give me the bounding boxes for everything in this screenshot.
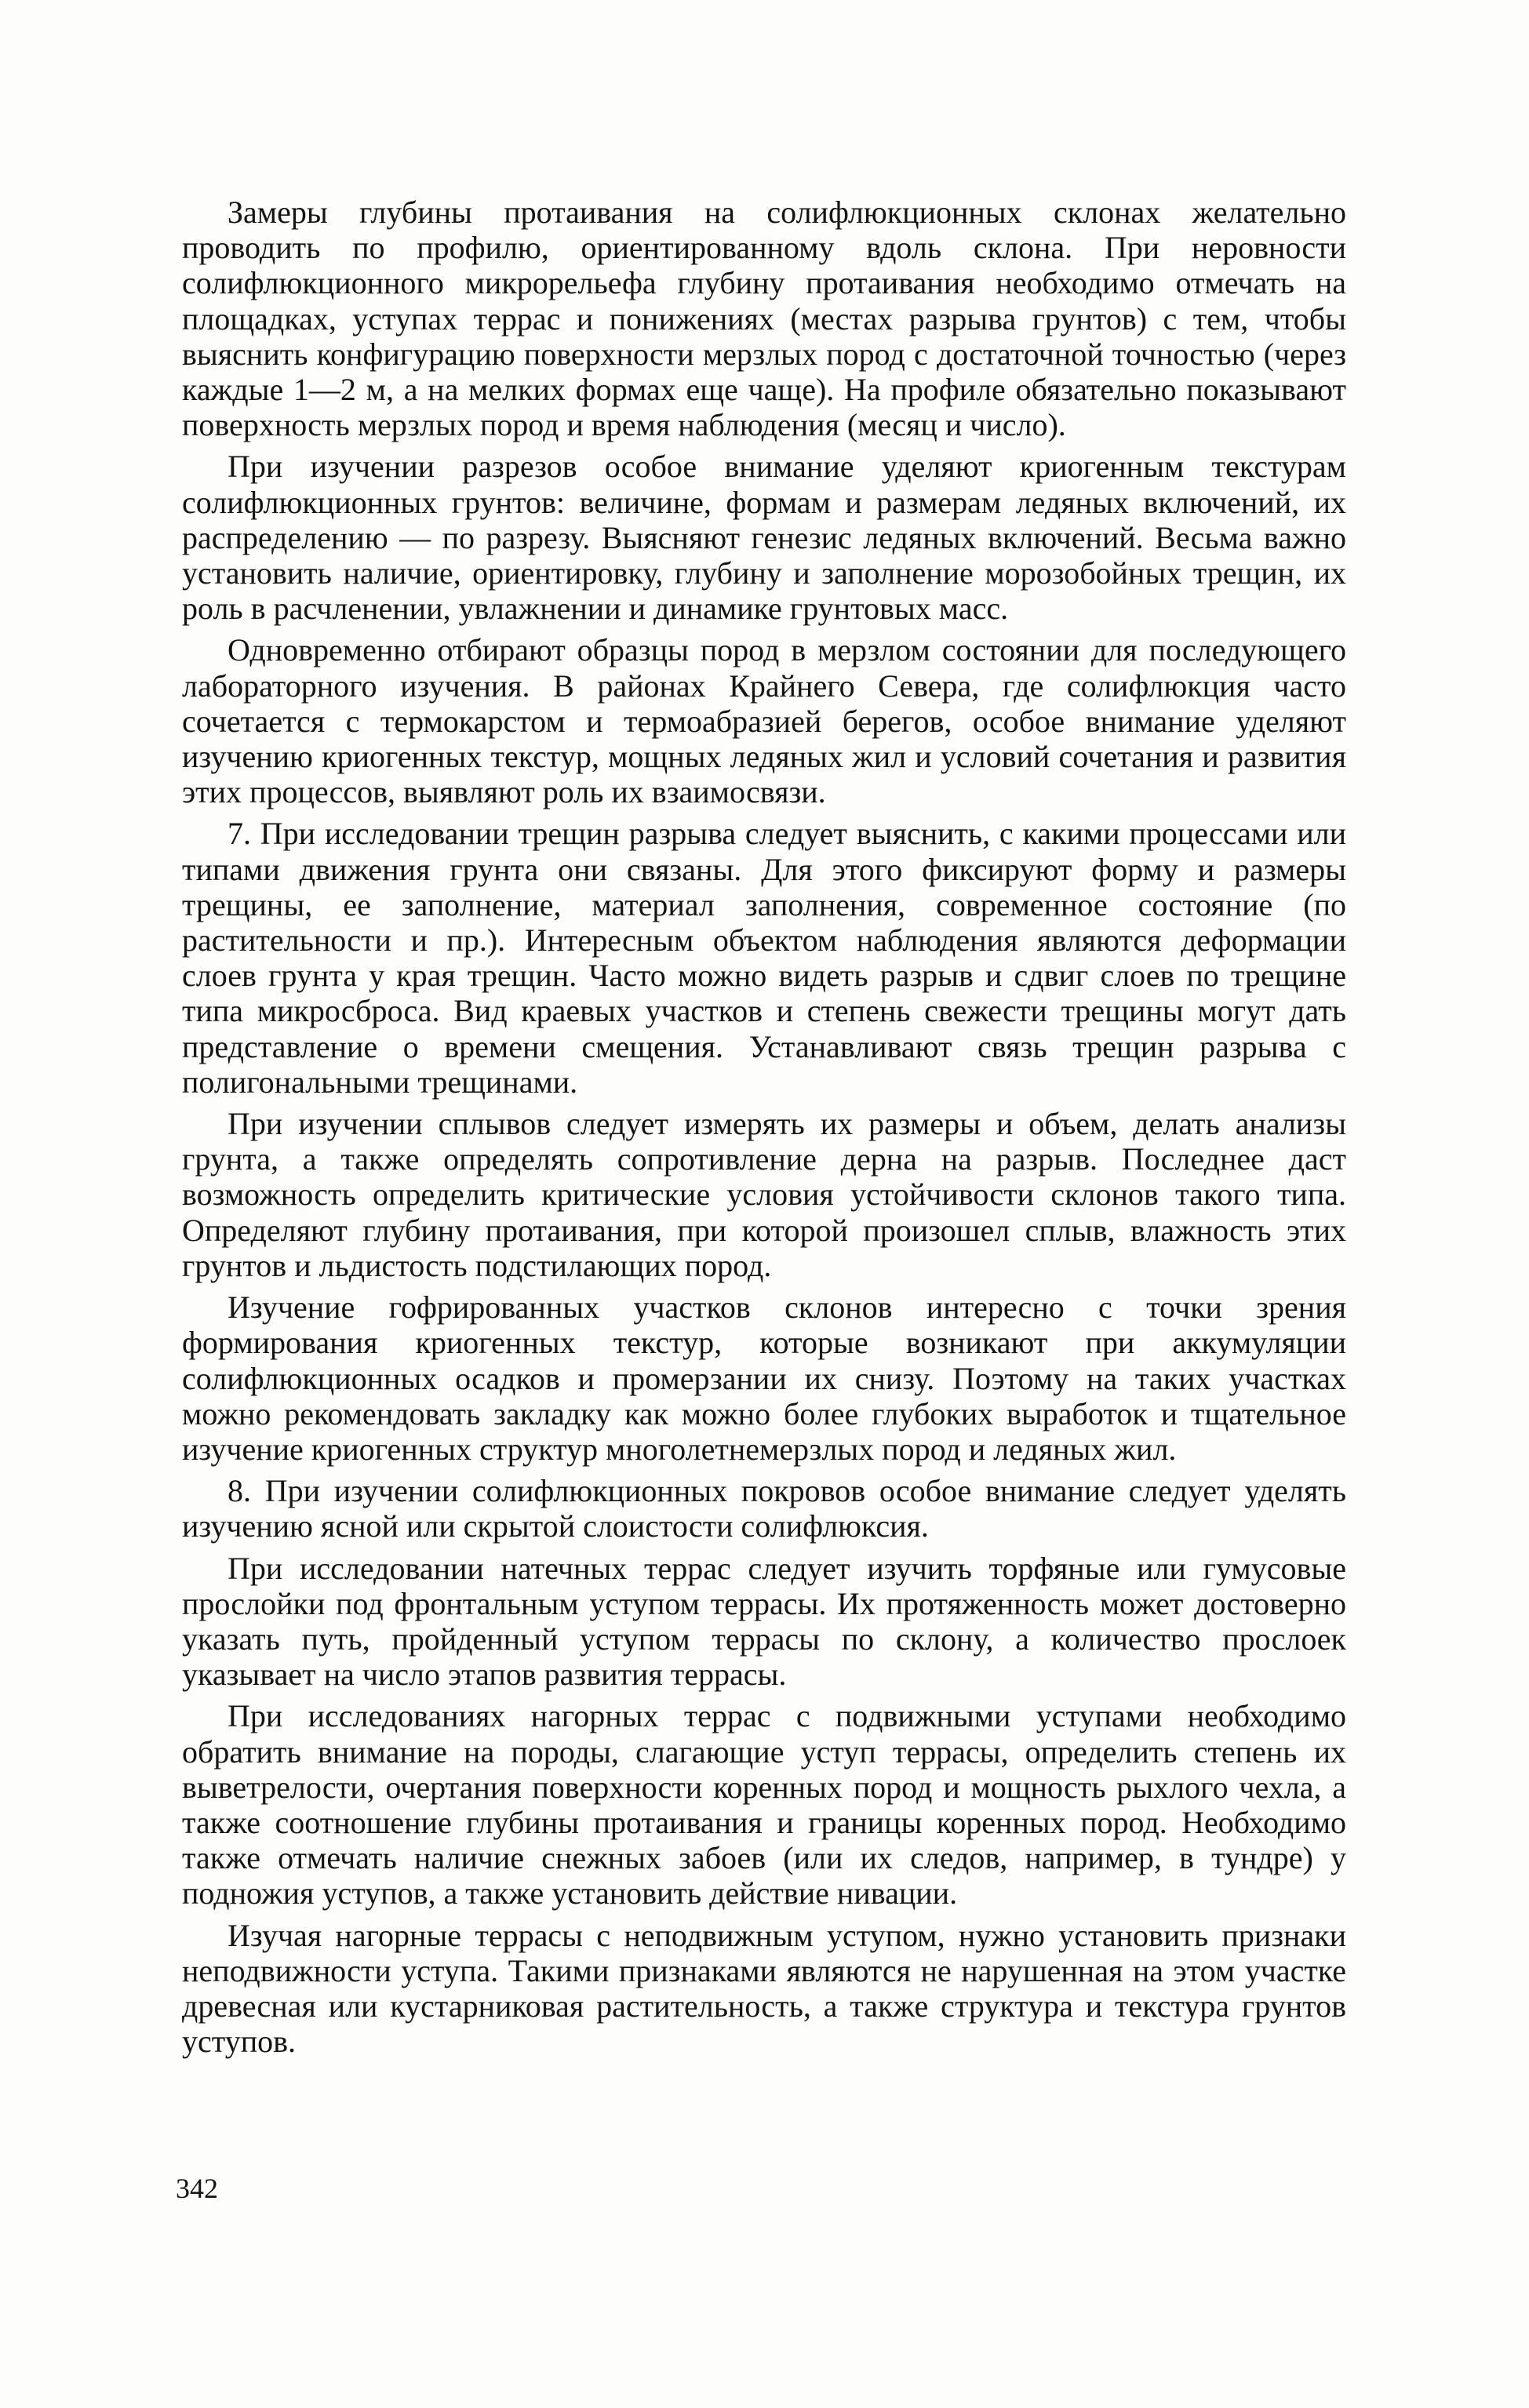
paragraph-slumps: При изучении сплывов следует измерять их размеры и объем, делать анализы грунта, а также определять сопротивление дерна на разрыв. Последнее даст возможность определить критические условия устойчивости склонов такого типа. Определяют глубину протаивания, при которой произошел сплыв, влажность этих грунтов и льдистость подстилающих пород. xyxy=(182,1106,1346,1283)
paragraph-solifluction-covers: 8. При изучении солифлюкционных покровов особое внимание следует уделять изучению ясной или скрытой слоистости солифлюксия. xyxy=(182,1473,1346,1544)
body-text xyxy=(182,195,1346,2059)
paragraph-mobile-scarp-terraces: При исследованиях нагорных террас с подвижными уступами необходимо обратить внимание на породы, слагающие уступ террасы, определить степень их выветрелости, очертания поверхности коренных пород и мощность рыхлого чехла, а также соотношение глубины протаивания и границы коренных пород. Необходимо также отмечать наличие снежных забоев (или их следов, например, в тундре) у подножия уступов, а также установить действие нивации. xyxy=(182,1698,1346,1911)
paragraph-frozen-samples: Одновременно отбирают образцы пород в мерзлом состоянии для последующего лабораторного изучения. В районах Крайнего Севера, где солифлюкция часто сочетается с термокарстом и термоабразией берегов, особое внимание уделяют изучению криогенных текстур, мощных ледяных жил и условий сочетания и развития этих процессов, выявляют роль их взаимосвязи. xyxy=(182,632,1346,810)
paragraph-rupture-cracks: 7. При исследовании трещин разрыва следует выяснить, с какими процессами или типами движения грунта они связаны. Для этого фиксируют форму и размеры трещины, ее заполнение, материал заполнения, современное состояние (по растительности и пр.). Интересным объектом наблюдения являются деформации слоев грунта у края трещин. Часто можно видеть разрыв и сдвиг слоев по трещине типа микросброса. Вид краевых участков и степень свежести трещины могут дать представление о времени смещения. Устанавливают связь трещин разрыва с полигональными трещинами. xyxy=(182,816,1346,1100)
page-number: 342 xyxy=(176,2173,218,2204)
paragraph-corrugated-slopes: Изучение гофрированных участков склонов интересно с точки зрения формирования криогенных текстур, которые возникают при аккумуляции солифлюкционных осадков и промерзании их снизу. Поэтому на таких участках можно рекомендовать закладку как можно более глубоких выработок и тщательное изучение криогенных структур многолетнемерзлых пород и ледяных жил. xyxy=(182,1289,1346,1467)
paragraph-cryogenic-textures: При изучении разрезов особое внимание уделяют криогенным текстурам солифлюкционных грунтов: величине, формам и размерам ледяных включений, их распределению — по разрезу. Выясняют генезис ледяных включений. Весьма важно установить наличие, ориентировку, глубину и заполнение морозобойных трещин, их роль в расчленении, увлажнении и динамике грунтовых масс. xyxy=(182,449,1346,627)
paragraph-thaw-depth-measurements: Замеры глубины протаивания на солифлюкционных склонах желательно проводить по профилю, ориентированному вдоль склона. При неровности солифлюкционного микрорельефа глубину протаивания необходимо отмечать на площадках, уступах террас и понижениях (местах разрыва грунтов) с тем, чтобы выяснить конфигурацию поверхности мерзлых пород с достаточной точностью (через каждые 1—2 м, а на мелких формах еще чаще). На профиле обязательно показывают поверхность мерзлых пород и время наблюдения (месяц и число). xyxy=(182,195,1346,443)
paragraph-fixed-scarp-terraces: Изучая нагорные террасы с неподвижным уступом, нужно установить признаки неподвижности уступа. Такими признаками являются не нарушенная на этом участке древесная или кустарниковая растительность, а также структура и текстура грунтов уступов. xyxy=(182,1917,1346,2060)
paragraph-flow-terraces: При исследовании натечных террас следует изучить торфяные или гумусовые прослойки под фронтальным уступом террасы. Их протяженность может достоверно указать путь, пройденный уступом террасы по склону, а количество прослоек указывает на число этапов развития террасы. xyxy=(182,1550,1346,1693)
